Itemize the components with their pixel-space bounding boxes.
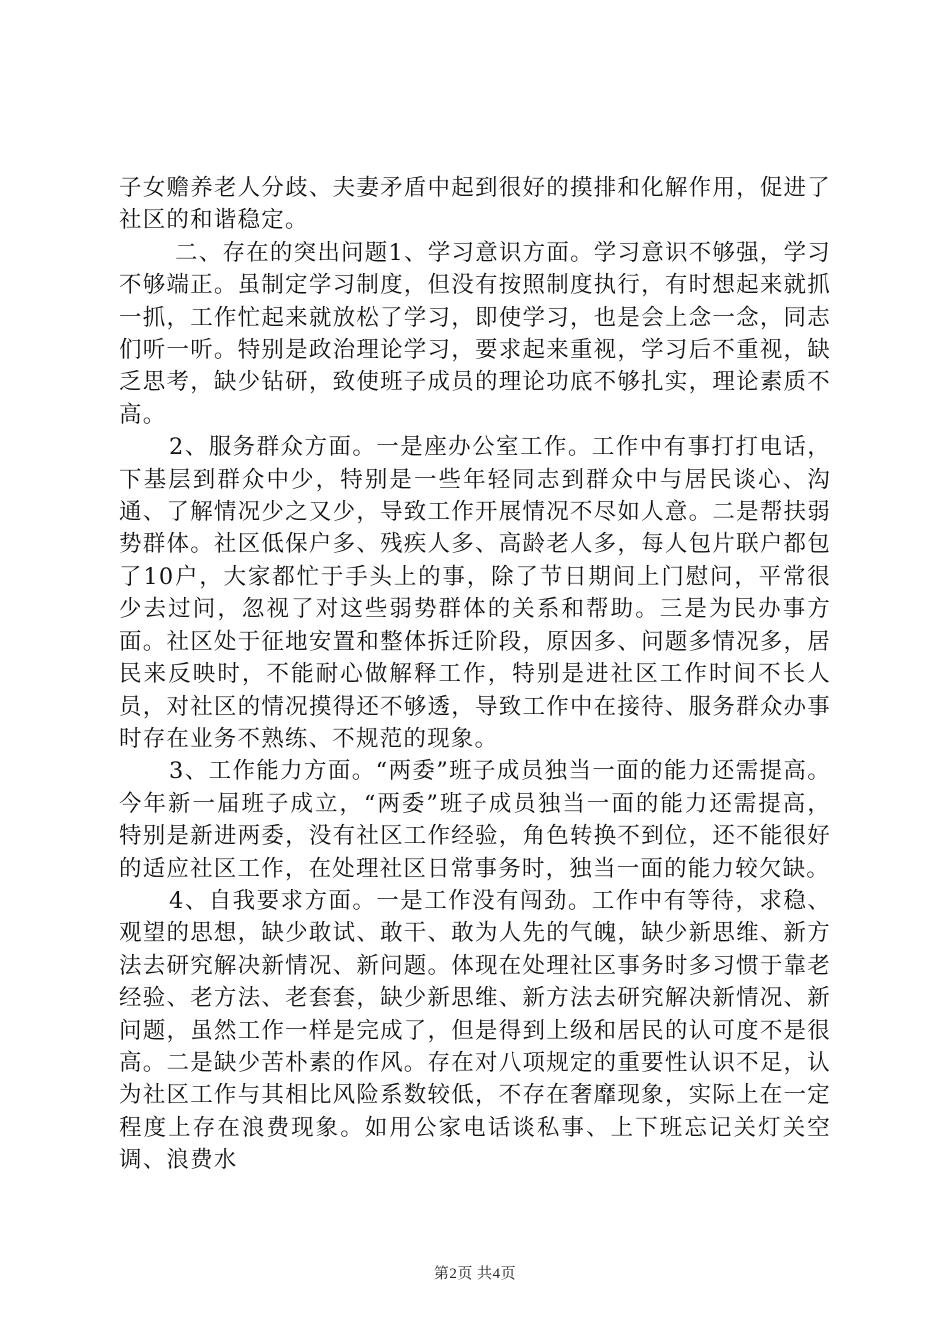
paragraph-work-ability: 3、工作能力方面。“两委”班子成员独当一面的能力还需提高。今年新一届班子成立，“两委”班子成员独当一面的能力还需提高，特别是新进两委，没有社区工作经验，角色转换不到位，还不能很好的适应社区工作，在处理社区日常事务时，独当一面的能力较欠缺。 bbox=[119, 758, 831, 882]
page-number-footer: 第2页 共4页 bbox=[433, 1266, 517, 1282]
paragraph-serving-masses: 2、服务群众方面。一是座办公室工作。工作中有事打打电话，下基层到群众中少，特别是一些年轻同志到群众中与居民谈心、沟通、了解情况少之又少，导致工作开展情况不尽如人意。二是帮扶弱势群体。社区低保户多、残疾人多、高龄老人多，每人包片联户都包了10户，大家都忙于手头上的事，除了节日期间上门慰问，平常很少去过问，忽视了对这些弱势群体的关系和帮助。三是为民办事方面。社区处于征地安置和整体拆迁阶段，原因多、问题多情况多，居民来反映时，不能耐心做解释工作，特别是进社区工作时间不长人员，对社区的情况摸得还不够透，导致工作中在接待、服务群众办事时存在业务不熟练、不规范的现象。 bbox=[119, 434, 831, 752]
document-body bbox=[119, 172, 831, 1177]
paragraph-continuation: 子女赡养老人分歧、夫妻矛盾中起到很好的摸排和化解作用，促进了社区的和谐稳定。 bbox=[119, 175, 831, 234]
paragraph-self-requirement: 4、自我要求方面。一是工作没有闯劲。工作中有等待，求稳、观望的思想，缺少敢试、敢干、敢为人先的气魄，缺少新思维、新方法去研究解决新情况、新问题。体现在处理社区事务时多习惯于靠老经验、老方法、老套套，缺少新思维、新方法去研究解决新情况、新问题，虽然工作一样是完成了，但是得到上级和居民的认可度不是很高。二是缺少苦朴素的作风。存在对八项规定的重要性认识不足，认为社区工作与其相比风险系数较低，不存在奢靡现象，实际上在一定程度上存在浪费现象。如用公家电话谈私事、上下班忘记关灯关空调、浪费水 bbox=[119, 887, 831, 1174]
paragraph-problems-learning: 二、存在的突出问题1、学习意识方面。学习意识不够强，学习不够端正。虽制定学习制度，但没有按照制度执行，有时想起来就抓一抓，工作忙起来就放松了学习，即使学习，也是会上念一念，同志们听一听。特别是政治理论学习，要求起来重视，学习后不重视，缺乏思考，缺少钻研，致使班子成员的理论功底不够扎实，理论素质不高。 bbox=[119, 239, 831, 428]
